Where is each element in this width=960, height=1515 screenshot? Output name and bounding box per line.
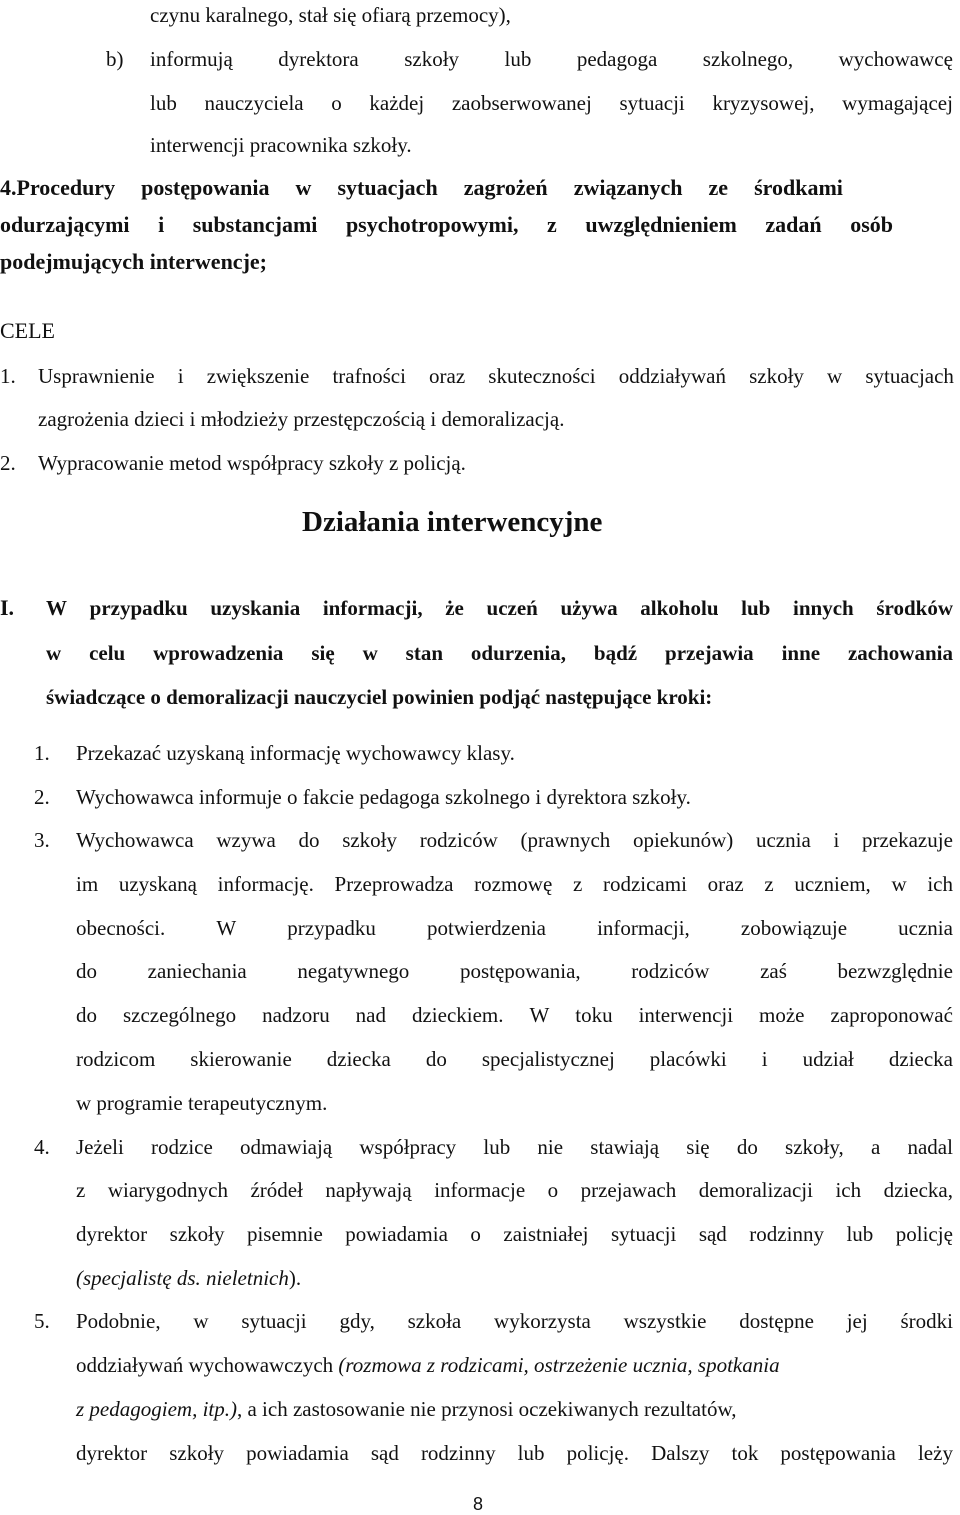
- word: specjalistycznej: [481, 1047, 615, 1071]
- heading-4-line-3: podejmujących interwencje;: [0, 249, 267, 274]
- word: kryzysowej,: [712, 91, 815, 115]
- word: ze: [708, 175, 729, 200]
- section-title: Działania interwencyjne: [302, 506, 603, 538]
- word: Podobnie,: [76, 1309, 161, 1333]
- word: lub: [517, 1441, 545, 1465]
- word: do: [298, 828, 320, 852]
- word: z: [764, 872, 774, 896]
- word: stan: [405, 641, 444, 665]
- word: o: [470, 1222, 481, 1246]
- word: 4.Procedury: [0, 175, 116, 200]
- justified-line: [76, 1134, 953, 1160]
- word: szczególnego: [122, 1003, 237, 1027]
- step-4-line-1: [76, 1134, 953, 1160]
- word: Dalszy: [651, 1441, 710, 1465]
- word: policję.: [566, 1441, 629, 1465]
- word: lub: [150, 91, 177, 115]
- word: leży: [917, 1441, 953, 1465]
- word: informacje: [434, 1178, 526, 1202]
- word: W: [216, 916, 237, 940]
- word: informują: [150, 47, 233, 71]
- word: interwencji: [638, 1003, 734, 1027]
- word: do: [736, 1135, 758, 1159]
- step-4-line-3: [76, 1221, 953, 1247]
- step-3-line-6: [76, 1046, 953, 1072]
- word: powiadamia: [246, 1441, 349, 1465]
- cele-item-2-number: 2.: [0, 451, 16, 475]
- word: opiekunów): [632, 828, 734, 852]
- word: uzyskaną: [118, 872, 197, 896]
- word: oddziaływań: [618, 364, 726, 388]
- justified-line: [76, 1308, 953, 1334]
- word: sytuacji: [241, 1309, 307, 1333]
- item-marker-b: b): [106, 47, 124, 71]
- plain-text: oddziaływań wychowawczych: [76, 1353, 339, 1377]
- word: zobowiązuje: [740, 916, 848, 940]
- word: uczeń: [486, 596, 538, 620]
- justified-line: [76, 1046, 953, 1072]
- word: o: [331, 91, 342, 115]
- word: dziecka: [326, 1047, 391, 1071]
- word: gdy,: [339, 1309, 375, 1333]
- word: zaobserwowanej: [451, 91, 592, 115]
- word: przejawia: [665, 641, 754, 665]
- part-1-line-3: świadczące o demoralizacji nauczyciel powinien podjąć następujące kroki:: [46, 685, 713, 709]
- intro-b-line-1: [150, 46, 953, 72]
- word: skuteczności: [488, 364, 596, 388]
- word: wykorzysta: [494, 1309, 591, 1333]
- word: zaniechania: [147, 959, 247, 983]
- word: napływają: [325, 1178, 412, 1202]
- justified-line: [76, 871, 953, 897]
- word: psychotropowymi,: [345, 212, 519, 237]
- word: związanych: [573, 175, 683, 200]
- word: w: [827, 364, 843, 388]
- word: dyrektor: [76, 1222, 148, 1246]
- word: w: [193, 1309, 209, 1333]
- word: w: [891, 872, 907, 896]
- word: że: [445, 596, 464, 620]
- word: wzywa: [216, 828, 276, 852]
- word: ucznia: [755, 828, 811, 852]
- word: dostępne: [739, 1309, 814, 1333]
- word: potwierdzenia: [427, 916, 546, 940]
- word: ich: [835, 1178, 862, 1202]
- word: negatywnego: [297, 959, 410, 983]
- word: rodzicom: [76, 1047, 156, 1071]
- word: sytuacjach: [865, 364, 954, 388]
- word: dyrektor: [76, 1441, 148, 1465]
- word: rodziców: [631, 959, 710, 983]
- word: informację.: [217, 872, 314, 896]
- word: informacji,: [597, 916, 690, 940]
- word: postępowania,: [459, 959, 581, 983]
- word: zaś: [760, 959, 787, 983]
- word: do: [76, 1003, 97, 1027]
- step-4-number: 4.: [34, 1135, 50, 1159]
- word: demoralizacji: [698, 1178, 813, 1202]
- word: sytuacji: [611, 1222, 677, 1246]
- closing-punctuation: ).: [288, 1266, 302, 1290]
- justified-line: [76, 1002, 953, 1028]
- page-number: 8: [473, 1494, 484, 1514]
- word: bezwzględnie: [837, 959, 953, 983]
- word: udział: [802, 1047, 854, 1071]
- word: pisemnie: [246, 1222, 323, 1246]
- word: ich: [927, 872, 953, 896]
- word: nad: [355, 1003, 386, 1027]
- word: środki: [900, 1309, 953, 1333]
- step-5-line-1: [76, 1308, 953, 1334]
- justified-line: [38, 363, 954, 389]
- step-3-line-1: [76, 827, 953, 853]
- word: i: [761, 1047, 768, 1071]
- step-4-line-2: [76, 1177, 953, 1203]
- word: sytuacji: [619, 91, 685, 115]
- word: jej: [846, 1309, 868, 1333]
- word: Usprawnienie: [38, 364, 155, 388]
- word: z: [547, 212, 557, 237]
- word: szkoła: [407, 1309, 462, 1333]
- word: nadzoru: [262, 1003, 330, 1027]
- word: obecności.: [76, 916, 166, 940]
- word: Wychowawca: [76, 828, 194, 852]
- word: trafności: [332, 364, 406, 388]
- word: lub: [846, 1222, 874, 1246]
- cele-item-1-number: 1.: [0, 364, 16, 388]
- cele-item-2-line-1: Wypracowanie metod współpracy szkoły z policją.: [38, 451, 466, 475]
- heading-4-line-1: [0, 175, 843, 201]
- word: substancjami: [192, 212, 318, 237]
- justified-line: [76, 827, 953, 853]
- word: rodziców: [419, 828, 498, 852]
- word: się: [311, 641, 335, 665]
- word: szkoły: [749, 364, 804, 388]
- word: osób: [850, 212, 893, 237]
- step-1-line-1: Przekazać uzyskaną informację wychowawcy klasy.: [76, 741, 515, 765]
- word: do: [76, 959, 97, 983]
- word: może: [759, 1003, 805, 1027]
- word: z: [76, 1178, 86, 1202]
- word: w: [46, 641, 62, 665]
- justified-line: [0, 175, 843, 201]
- word: W: [529, 1003, 550, 1027]
- word: ucznia: [898, 916, 953, 940]
- word: źródeł: [250, 1178, 303, 1202]
- word: szkoły: [404, 47, 460, 71]
- step-3-number: 3.: [34, 828, 50, 852]
- word: do: [425, 1047, 447, 1071]
- word: celu: [89, 641, 126, 665]
- step-2-line-1: Wychowawca informuje o fakcie pedagoga szkolnego i dyrektora szkoły.: [76, 785, 691, 809]
- word: współpracy: [359, 1135, 457, 1159]
- word: a: [870, 1135, 881, 1159]
- word: środkami: [754, 175, 843, 200]
- cele-label: CELE: [0, 318, 55, 343]
- word: oraz: [707, 872, 744, 896]
- step-3-line-2: [76, 871, 953, 897]
- word: szkoły: [169, 1441, 225, 1465]
- italic-note: (rozmowa z rodzicami, ostrzeżenie ucznia, spotkania: [338, 1353, 780, 1377]
- word: z: [572, 872, 583, 896]
- word: uzyskania: [210, 596, 301, 620]
- intro-b-line-2: [150, 90, 953, 116]
- justified-line: [76, 915, 953, 941]
- word: rodzice: [151, 1135, 213, 1159]
- word: pedagoga: [576, 47, 658, 71]
- word: bądź: [593, 641, 638, 665]
- word: informacji,: [322, 596, 423, 620]
- word: się: [686, 1135, 710, 1159]
- step-3-line-3: [76, 915, 953, 941]
- word: sytuacjach: [337, 175, 438, 200]
- word: dziecka: [888, 1047, 953, 1071]
- part-marker: I.: [0, 595, 15, 620]
- word: rozmowę: [474, 872, 553, 896]
- justified-line: [150, 46, 953, 72]
- word: każdej: [369, 91, 425, 115]
- word: szkoły,: [785, 1135, 844, 1159]
- word: środków: [876, 596, 953, 620]
- intro-b-line-3: interwencji pracownika szkoły.: [150, 133, 412, 157]
- justified-line: [0, 212, 893, 238]
- word: rodzicami: [602, 872, 687, 896]
- word: innych: [793, 596, 854, 620]
- justified-line: [76, 1440, 953, 1466]
- word: skierowanie: [190, 1047, 292, 1071]
- word: wszystkie: [623, 1309, 707, 1333]
- justified-line: [76, 1221, 953, 1247]
- word: zaproponować: [830, 1003, 953, 1027]
- word: postępowania: [141, 175, 270, 200]
- step-5-line-2: [76, 1352, 780, 1378]
- plain-text: , a ich zastosowanie nie przynosi oczekiwanych rezultatów,: [236, 1397, 737, 1421]
- part-1-line-1: [46, 595, 953, 621]
- word: sąd: [370, 1441, 399, 1465]
- word: inne: [781, 641, 821, 665]
- justified-line: [76, 1177, 953, 1203]
- word: zaistniałej: [503, 1222, 589, 1246]
- word: wychowawcę: [838, 47, 953, 71]
- word: zagrożeń: [463, 175, 548, 200]
- justified-line: [150, 90, 953, 116]
- italic-note: (specjalistę ds. nieletnich: [76, 1266, 289, 1290]
- word: policję: [895, 1222, 953, 1246]
- word: przypadku: [89, 596, 188, 620]
- step-5-line-4: [76, 1440, 953, 1466]
- step-3-line-4: [76, 958, 953, 984]
- step-1-number: 1.: [34, 741, 50, 765]
- word: szkolnego,: [702, 47, 794, 71]
- word: nadal: [907, 1135, 953, 1159]
- word: odmawiają: [240, 1135, 333, 1159]
- word: przejawach: [580, 1178, 677, 1202]
- word: sąd: [698, 1222, 727, 1246]
- word: uwzględnieniem: [585, 212, 737, 237]
- word: przypadku: [287, 916, 376, 940]
- word: i: [158, 212, 165, 237]
- justified-line: [76, 958, 953, 984]
- word: w: [362, 641, 378, 665]
- word: szkoły: [342, 828, 398, 852]
- word: placówki: [649, 1047, 727, 1071]
- word: zwiększenie: [206, 364, 310, 388]
- word: zachowania: [847, 641, 953, 665]
- word: nie: [537, 1135, 564, 1159]
- step-3-line-7: w programie terapeutycznym.: [76, 1091, 328, 1115]
- word: (prawnych: [520, 828, 611, 852]
- step-2-number: 2.: [34, 785, 50, 809]
- word: używa: [560, 596, 618, 620]
- word: wprowadzenia: [153, 641, 284, 665]
- word: Jeżeli: [76, 1135, 124, 1159]
- word: zadań: [765, 212, 822, 237]
- word: i: [177, 364, 184, 388]
- italic-note: z pedagogiem, itp.): [76, 1397, 237, 1421]
- heading-4-line-2: [0, 212, 893, 238]
- word: rodzinny: [420, 1441, 496, 1465]
- word: tok: [731, 1441, 759, 1465]
- word: uczniem,: [794, 872, 871, 896]
- word: Przeprowadza: [334, 872, 454, 896]
- step-5-line-3: [76, 1396, 737, 1422]
- intro-line-0: czynu karalnego, stał się ofiarą przemocy),: [150, 3, 511, 27]
- part-1-line-2: [46, 640, 953, 666]
- word: nauczyciela: [204, 91, 304, 115]
- word: im: [76, 872, 99, 896]
- step-4-line-4: [76, 1265, 301, 1291]
- word: i: [833, 828, 840, 852]
- word: o: [547, 1178, 559, 1202]
- word: odurzającymi: [0, 212, 130, 237]
- word: wymagającej: [842, 91, 953, 115]
- word: dzieckiem.: [411, 1003, 504, 1027]
- word: stawiają: [590, 1135, 660, 1159]
- justified-line: [46, 640, 953, 666]
- word: rodzinny: [749, 1222, 824, 1246]
- cele-item-1-line-2: zagrożenia dzieci i młodzieży przestępczością i demoralizacją.: [38, 407, 565, 431]
- word: przekazuje: [861, 828, 953, 852]
- word: lub: [504, 47, 532, 71]
- step-3-line-5: [76, 1002, 953, 1028]
- word: oraz: [429, 364, 466, 388]
- cele-item-1-line-1: [38, 363, 954, 389]
- word: toku: [575, 1003, 613, 1027]
- word: lub: [741, 596, 771, 620]
- word: W: [46, 596, 67, 620]
- word: dziecka,: [883, 1178, 953, 1202]
- word: odurzenia,: [470, 641, 567, 665]
- word: lub: [483, 1135, 511, 1159]
- word: alkoholu: [640, 596, 719, 620]
- justified-line: [46, 595, 953, 621]
- word: w: [295, 175, 312, 200]
- word: wiarygodnych: [107, 1178, 228, 1202]
- word: powiadamia: [345, 1222, 448, 1246]
- word: postępowania: [780, 1441, 896, 1465]
- word: szkoły: [169, 1222, 225, 1246]
- step-5-number: 5.: [34, 1309, 50, 1333]
- word: dyrektora: [278, 47, 359, 71]
